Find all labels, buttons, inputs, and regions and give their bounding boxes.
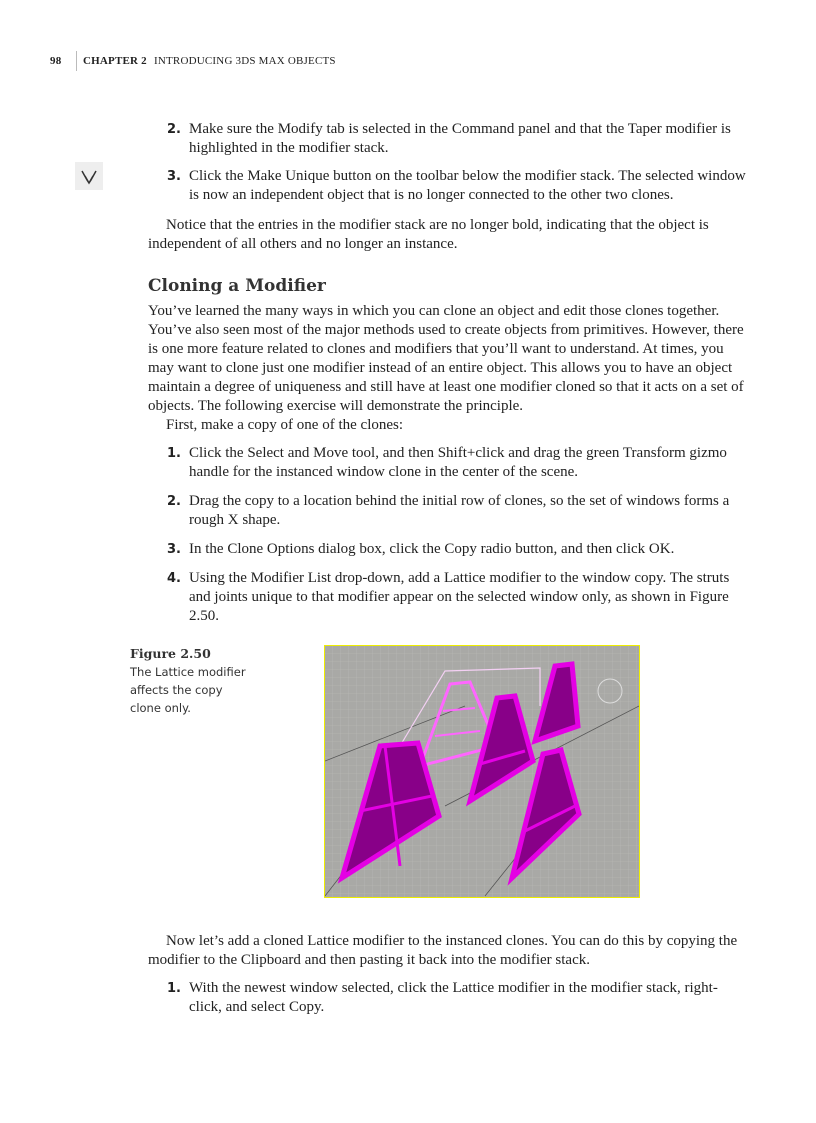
paragraph: You’ve learned the many ways in which you can clone an object and edit those clones together. You’ve also seen most of the major methods used to create objects from primitives. However, there is one more feature related to clones and modifiers that you’ll want to understand. At times, you may want to clone just one modifier instead of an entire object. This allows you to have an object maintain a degree of uniqueness and still have at least one modifier cloned so that it acts on a set of objects. The following exercise will demonstrate the principle. bbox=[148, 303, 744, 414]
step-text: Click the Select and Move tool, and then Shift+click and drag the green Transform gizmo handle for the instanced window clone in the center of the scene. bbox=[189, 445, 727, 480]
figure-caption-text: The Lattice modifier affects the copy clone only. bbox=[130, 665, 246, 715]
step-number: 3. bbox=[167, 169, 181, 184]
step-item bbox=[167, 569, 747, 626]
step-number: 1. bbox=[167, 446, 181, 461]
step-item bbox=[167, 492, 747, 530]
header-divider bbox=[76, 51, 77, 71]
step-text: Click the Make Unique button on the toolbar below the modifier stack. The selected window is now an independent object that is no longer connected to the other two clones. bbox=[189, 168, 746, 203]
step-number: 1. bbox=[167, 981, 181, 996]
step-number: 4. bbox=[167, 571, 181, 586]
step-text: In the Clone Options dialog box, click the Copy radio button, and then click OK. bbox=[189, 541, 675, 557]
step-item bbox=[167, 120, 747, 158]
step-item bbox=[167, 979, 747, 1017]
paragraph: First, make a copy of one of the clones: bbox=[166, 417, 404, 433]
figure-label: Figure 2.50 bbox=[130, 646, 211, 661]
chapter-title: INTRODUCING 3DS MAX OBJECTS bbox=[154, 55, 336, 67]
step-text: With the newest window selected, click the Lattice modifier in the modifier stack, right-click, and select Copy. bbox=[189, 980, 718, 1015]
chapter-label: CHAPTER 2 bbox=[83, 55, 147, 67]
step-number: 2. bbox=[167, 494, 181, 509]
step-item bbox=[167, 540, 747, 559]
figure-caption bbox=[130, 645, 250, 717]
step-number: 3. bbox=[167, 542, 181, 557]
step-text: Drag the copy to a location behind the initial row of clones, so the set of windows forms a rough X shape. bbox=[189, 493, 730, 528]
section-heading: Cloning a Modifier bbox=[148, 276, 326, 296]
step-text: Make sure the Modify tab is selected in the Command panel and that the Taper modifier is highlighted in the modifier stack. bbox=[189, 121, 731, 156]
page-number: 98 bbox=[50, 55, 62, 67]
figure-viewport-image bbox=[324, 645, 640, 898]
paragraph: Notice that the entries in the modifier stack are no longer bold, indicating that the object is independent of all others and no longer an instance. bbox=[148, 217, 709, 252]
step-text: Using the Modifier List drop-down, add a Lattice modifier to the window copy. The struts and joints unique to that modifier appear on the selected window only, as shown in Figure 2.50. bbox=[189, 570, 730, 624]
step-number: 2. bbox=[167, 122, 181, 137]
step-item bbox=[167, 167, 747, 205]
make-unique-icon bbox=[75, 162, 103, 190]
step-item bbox=[167, 444, 747, 482]
paragraph: Now let’s add a cloned Lattice modifier to the instanced clones. You can do this by copying the modifier to the Clipboard and then pasting it back into the modifier stack. bbox=[148, 933, 738, 968]
